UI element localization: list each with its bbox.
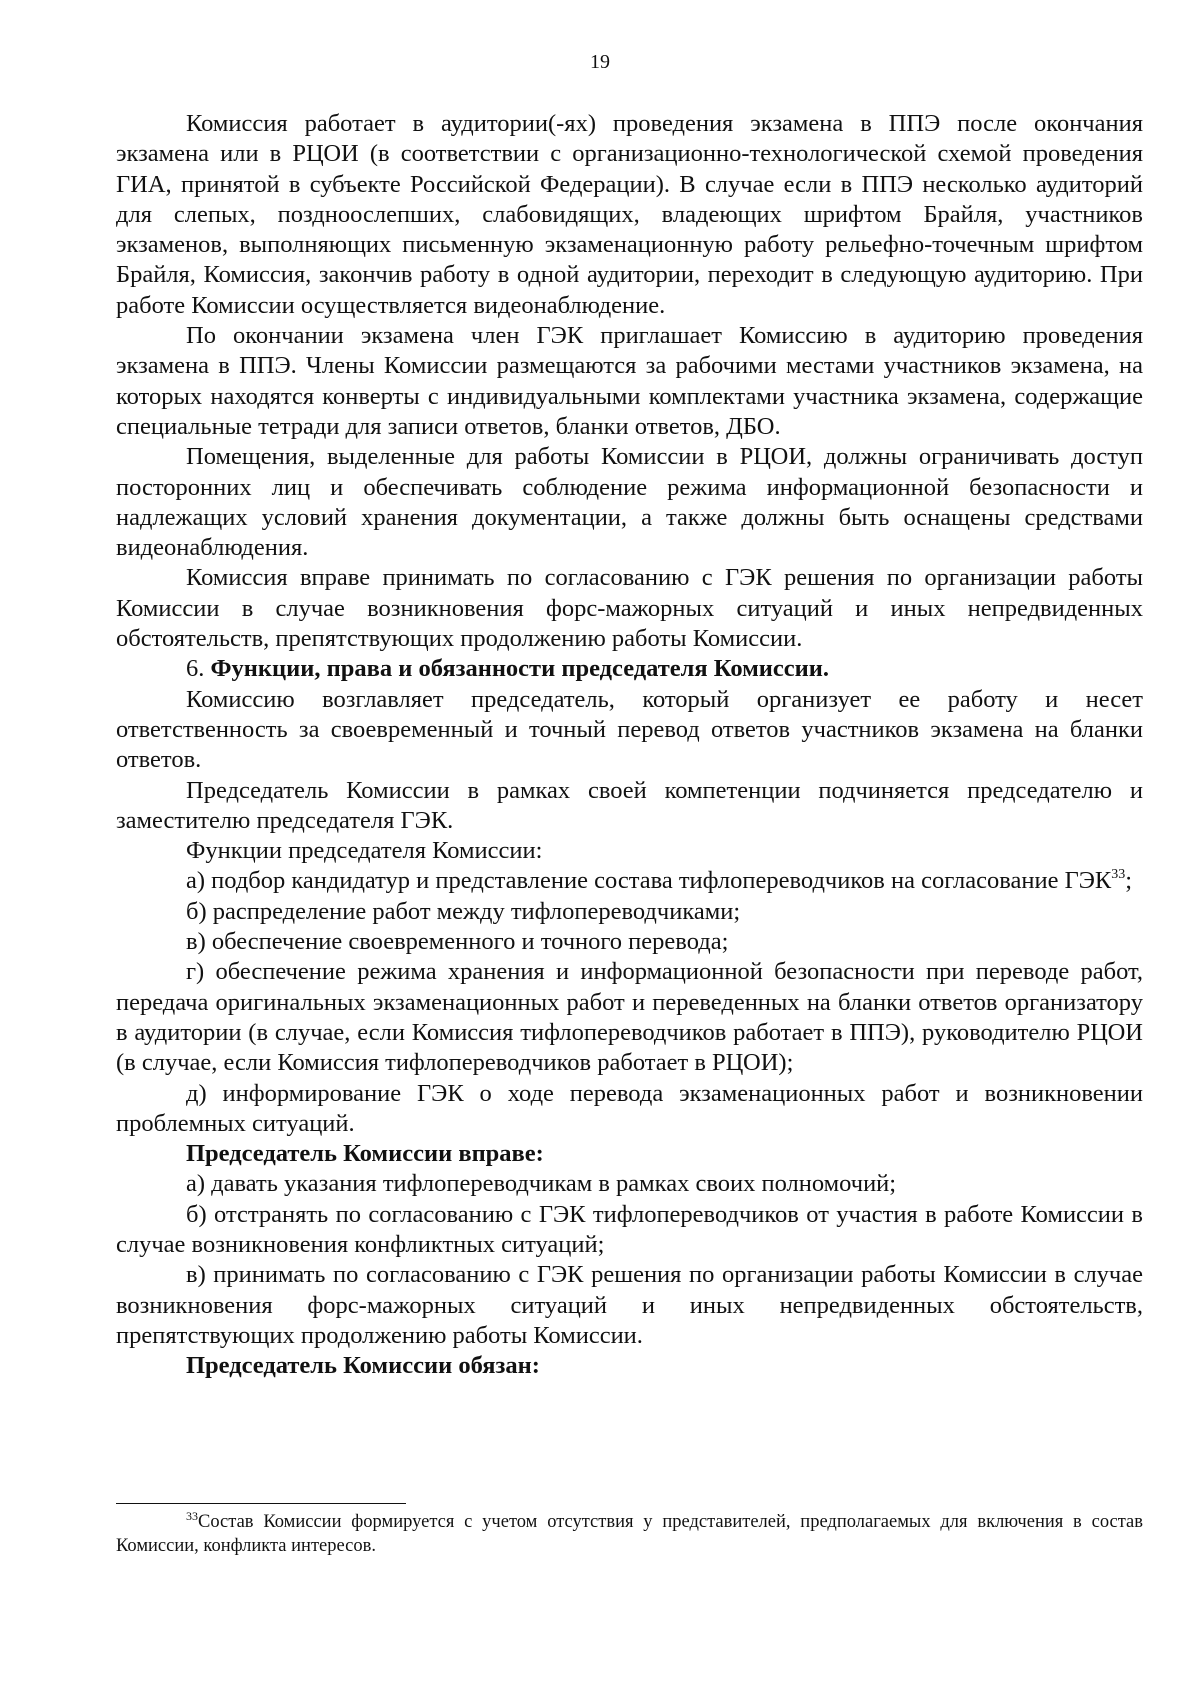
- footnote-number: 33: [186, 1509, 198, 1523]
- function-item-a-text: а) подбор кандидатур и представление состава тифлопереводчиков на согласование ГЭК: [186, 867, 1112, 895]
- rights-item-v: в) принимать по согласованию с ГЭК решения по организации работы Комиссии в случае возникновения форс-мажорных ситуаций и иных непредвиденных обстоятельств, препятствующих продолжению работы Комиссии.: [116, 1261, 1143, 1349]
- rights-item-a: а) давать указания тифлопереводчикам в рамках своих полномочий;: [186, 1170, 897, 1198]
- page-number: 19: [590, 51, 610, 73]
- paragraph-chairman-subordination: Председатель Комиссии в рамках своей компетенции подчиняется председателю и заместителю председателя ГЭК.: [116, 776, 1143, 834]
- function-item-d: д) информирование ГЭК о ходе перевода экзаменационных работ и возникновении проблемных ситуаций.: [116, 1079, 1143, 1137]
- footnote-reference[interactable]: 33: [1111, 867, 1126, 883]
- function-item-a-end: ;: [1125, 867, 1133, 895]
- paragraph-rcoi-premises: Помещения, выделенные для работы Комиссии в РЦОИ, должны ограничивать доступ посторонних лиц и обеспечивать соблюдение режима информационной безопасности и надлежащих условий хранения документации, а также должны быть оснащены средствами видеонаблюдения.: [116, 443, 1143, 562]
- function-item-b: б) распределение работ между тифлопереводчиками;: [186, 897, 741, 925]
- paragraph-commission-invitation: По окончании экзамена член ГЭК приглашает Комиссию в аудиторию проведения экзамена в ППЭ. Члены Комиссии размещаются за рабочими местами участников экзамена, на которых находятся конверты с индивидуальными комплектами участника экзамена, содержащие специальные тетради для записи ответов, бланки ответов, ДБО.: [116, 322, 1143, 440]
- paragraph-commission-decisions: Комиссия вправе принимать по согласованию с ГЭК решения по организации работы Комиссии в случае возникновения форс-мажорных ситуаций и иных непредвиденных обстоятельств, препятствующих продолжению работы Комиссии.: [116, 564, 1143, 653]
- function-item-a: [116, 866, 1143, 896]
- rights-item-b: б) отстранять по согласованию с ГЭК тифлопереводчиков от участия в работе Комиссии в случае возникновения конфликтных ситуаций;: [116, 1200, 1143, 1258]
- function-item-g: г) обеспечение режима хранения и информационной безопасности при переводе работ, передача оригинальных экзаменационных работ и переведенных на бланки ответов организатору в аудитории (в случае, если Комиссия тифлопереводчиков работает в ППЭ), руководителю РЦОИ (в случае, если Комиссия тифлопереводчиков работает в РЦОИ);: [116, 958, 1143, 1077]
- function-item-v: в) обеспечение своевременного и точного перевода;: [186, 928, 729, 956]
- paragraph-commission-work-location: Комиссия работает в аудитории(-ях) проведения экзамена в ППЭ после окончания экзамена или в РЦОИ (в соответствии с организационно-технологической схемой проведения ГИА, принятой в субъекте Российской Федерации). В случае если в ППЭ несколько аудиторий для слепых, поздноослепших, слабовидящих, владеющих шрифтом Брайля, участников экзаменов, выполняющих письменную экзаменационную работу рельефно-точечным шрифтом Брайля, Комиссия, закончив работу в одной аудитории, переходит в следующую аудиторию. При работе Комиссии осуществляется видеонаблюдение.: [116, 110, 1143, 319]
- functions-heading: Функции председателя Комиссии:: [186, 837, 543, 865]
- section-heading: [116, 654, 1143, 684]
- section-title: Функции, права и обязанности председателя Комиссии.: [210, 655, 830, 683]
- section-number: 6.: [186, 655, 211, 683]
- rights-heading: Председатель Комиссии вправе:: [186, 1140, 544, 1168]
- footnote-text: Состав Комиссии формируется с учетом отсутствия у представителей, предполагаемых для включения в состав Комиссии, конфликта интересов.: [116, 1512, 1143, 1556]
- paragraph-chairman-leads: Комиссию возглавляет председатель, который организует ее работу и несет ответственность за своевременный и точный перевод ответов участников экзамена на бланки ответов.: [116, 685, 1143, 774]
- duties-heading: Председатель Комиссии обязан:: [186, 1352, 540, 1380]
- document-body: [116, 109, 1143, 1381]
- footnote-divider: [116, 1503, 406, 1504]
- footnote: [116, 1510, 1143, 1558]
